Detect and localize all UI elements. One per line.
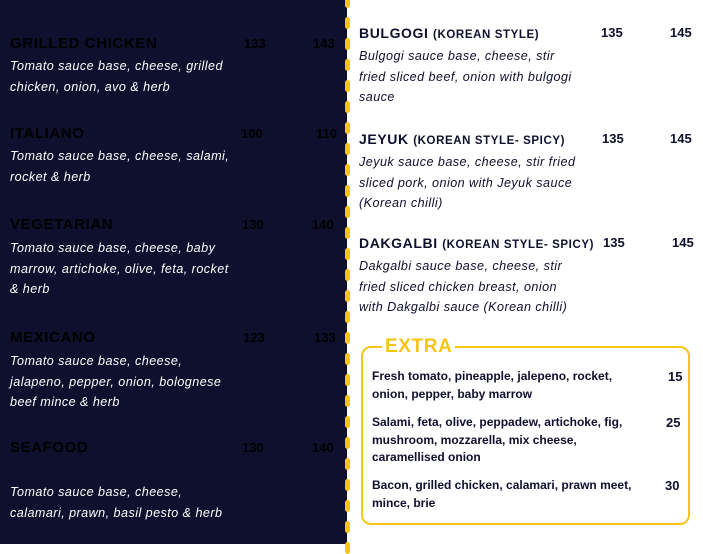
item-price-1: 135 [601,25,623,40]
divider-dash [345,122,350,134]
item-name: MEXICANO [10,329,96,346]
extra-item-text: Salami, feta, olive, peppadew, artichoke, fig, mushroom, mozzarella, mix cheese, caramellised onion [372,415,623,464]
divider-dash [345,206,350,218]
item-style: (KOREAN STYLE- SPICY) [413,135,566,147]
divider-dash [345,500,350,512]
dashed-divider [344,0,352,544]
item-name: ITALIANO [10,125,85,142]
divider-dash [345,437,350,449]
extra-item-price: 25 [666,415,681,430]
divider-dash [345,332,350,344]
divider-dash [345,311,350,323]
divider-dash [345,416,350,428]
divider-dash [345,101,350,113]
divider-dash [345,185,350,197]
divider-dash [345,374,350,386]
item-price-2: 110 [316,126,337,141]
item-name [359,131,565,147]
item-name [359,25,539,41]
divider-dash [345,521,350,533]
item-price-1: 135 [603,235,625,250]
item-title: JEYUK [359,131,409,147]
divider-dash [345,0,350,8]
item-name [359,235,594,251]
item-price-1: 130 [242,217,264,232]
item-title: DAKGALBI [359,235,438,251]
extra-item-price: 15 [668,369,683,384]
item-price-2: 145 [670,131,692,146]
item-price-2: 145 [672,235,694,250]
divider-dash [345,479,350,491]
divider-dash [345,17,350,29]
item-name: VEGETARIAN [10,216,114,233]
extra-item-price: 30 [665,478,680,493]
item-description: Tomato sauce base, cheese, salami, rocket & herb [10,149,230,184]
item-description: Bulgogi sauce base, cheese, stir fried sliced beef, onion with bulgogi sauce [359,49,572,104]
item-description: Tomato sauce base, cheese, jalapeno, pepper, onion, bolognese beef mince & herb [10,354,222,409]
item-price-1: 135 [602,131,624,146]
item-description: Tomato sauce base, cheese, calamari, prawn, basil pesto & herb [10,485,223,520]
extra-item-text: Fresh tomato, pineapple, jalepeno, rocket, onion, pepper, baby marrow [372,369,613,401]
divider-dash [345,353,350,365]
divider-dash [345,38,350,50]
item-description: Tomato sauce base, cheese, grilled chicken, onion, avo & herb [10,59,223,94]
item-name: GRILLED CHICKEN [10,35,158,52]
item-price-1: 123 [243,330,265,345]
divider-dash [345,59,350,71]
divider-dash [345,458,350,470]
divider-dash [345,395,350,407]
extra-title: EXTRA [382,336,455,358]
divider-dash [345,80,350,92]
item-price-2: 133 [314,330,336,345]
item-description: Dakgalbi sauce base, cheese, stir fried sliced chicken breast, onion with Dakgalbi sauce (Korean chilli) [359,259,568,314]
item-price-2: 143 [313,36,335,51]
divider-dash [345,290,350,302]
item-style: (KOREAN STYLE) [433,29,540,41]
item-title: BULGOGI [359,25,429,41]
divider-dash [345,164,350,176]
item-price-2: 140 [312,217,334,232]
divider-dash [345,269,350,281]
item-price-1: 100 [241,126,263,141]
extra-item-text: Bacon, grilled chicken, calamari, prawn meet, mince, brie [372,478,632,510]
item-price-2: 145 [670,25,692,40]
item-price-2: 140 [312,440,334,455]
item-name: SEAFOOD [10,439,89,456]
item-description: Tomato sauce base, cheese, baby marrow, artichoke, olive, feta, rocket & herb [10,241,229,296]
divider-dash [345,143,350,155]
divider-dash [345,248,350,260]
item-price-1: 130 [242,440,264,455]
item-price-1: 133 [244,36,266,51]
item-description: Jeyuk sauce base, cheese, stir fried sliced pork, onion with Jeyuk sauce (Korean chilli) [359,155,576,210]
item-style: (KOREAN STYLE- SPICY) [442,239,595,251]
divider-dash [345,227,350,239]
